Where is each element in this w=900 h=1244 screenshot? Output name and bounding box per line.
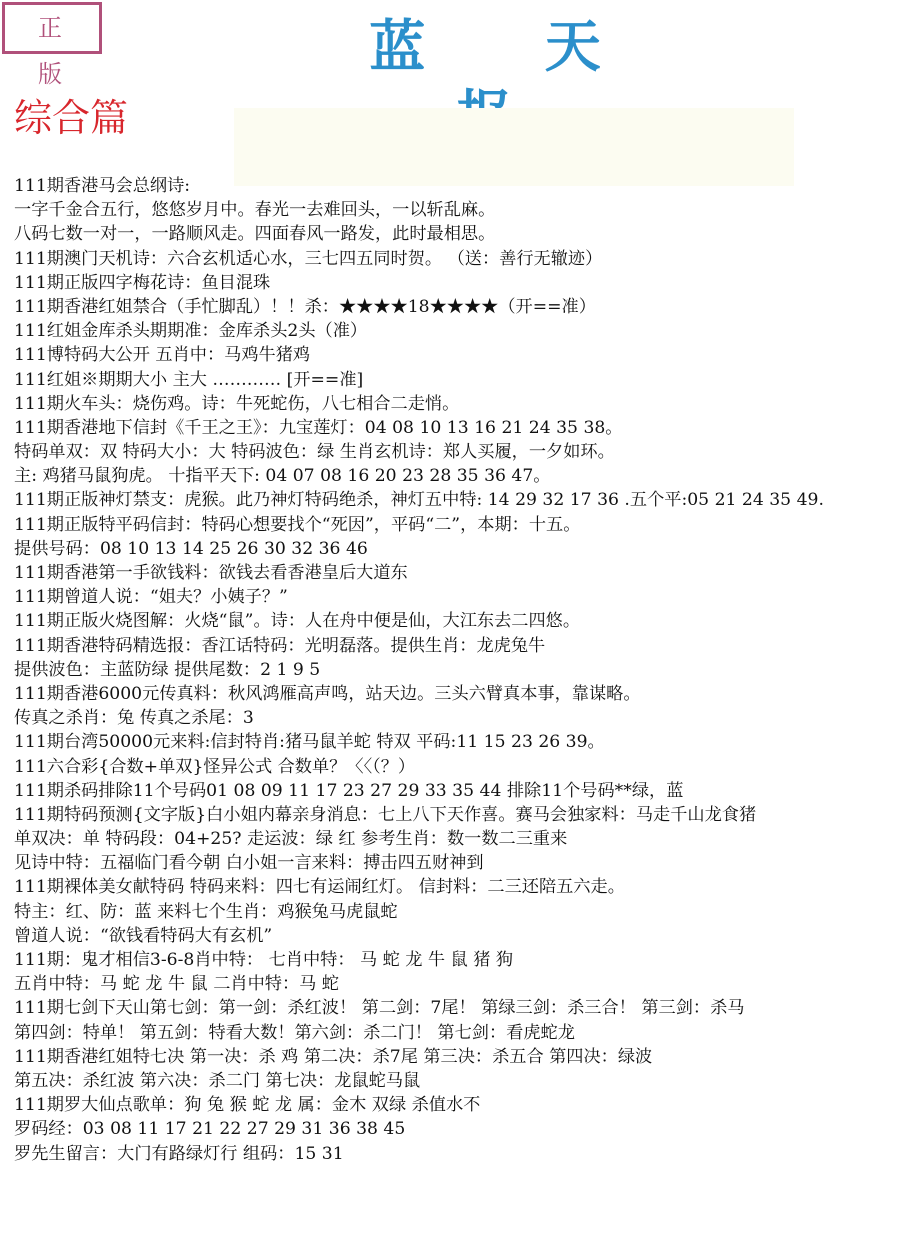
text-line: 111期正版特平码信封：特码心想要找个“死因”，平码“二”，本期：十五。 (14, 514, 581, 535)
text-line: 111期香港马会总纲诗: (14, 176, 191, 196)
text-line: 111期香港红姐禁合（手忙脚乱）！！杀：★★★★18★★★★（开==准） (14, 296, 596, 317)
text-line: 主: 鸡猪马鼠狗虎。 十指平天下: 04 07 08 16 20 23 28 35 36 47。 (14, 466, 551, 487)
article-body (14, 174, 894, 1166)
text-line: 罗先生留言：大门有路绿灯行 组码：15 31 (14, 1143, 344, 1164)
text-line: 111期香港红姐特七决 第一决：杀 鸡 第二决：杀7尾 第三决：杀五合 第四决：绿波 (14, 1046, 653, 1067)
text-line: 111红姐※期期大小 主大 ………… [开==准] (14, 369, 364, 390)
text-line: 111期特码预测{文字版}白小姐内幕亲身消息：七上八下天作喜。赛马会独家料：马走千山龙食猪 (14, 804, 757, 825)
text-line: 罗码经：03 08 11 17 21 22 27 29 31 36 38 45 (14, 1119, 406, 1140)
text-line: 传真之杀肖：兔 传真之杀尾：3 (14, 708, 254, 729)
text-line: 111期香港第一手欲钱料：欲钱去看香港皇后大道东 (14, 563, 408, 583)
text-line: 111期：鬼才相信3-6-8肖中特： 七肖中特： 马 蛇 龙 牛 鼠 猪 狗 (14, 950, 514, 970)
text-line: 五肖中特：马 蛇 龙 牛 鼠 二肖中特：马 蛇 (14, 974, 339, 995)
text-line: 111期香港地下信封《千王之王》：九宝莲灯：04 08 10 13 16 21 24 35 38。 (14, 417, 623, 438)
text-line: 八码七数一对一，一路顺风走。四面春风一路发，此时最相思。 (14, 224, 496, 245)
text-line: 111期香港6000元传真料：秋风鸿雁高声鸣，站天边。三头六臂真本事，靠谋略。 (14, 683, 641, 704)
text-line: 111期澳门天机诗：六合玄机适心水，三七四五同时贺。 （送：善行无辙迹） (14, 248, 603, 269)
text-line: 111期香港特码精选报：香江话特码：光明磊落。提供生肖：龙虎兔牛 (14, 635, 546, 656)
text-line: 提供号码：08 10 13 14 25 26 30 32 36 46 (14, 538, 368, 559)
text-line: 一字千金合五行，悠悠岁月中。春光一去难回头，一以斩乱麻。 (14, 200, 496, 221)
text-line: 特主：红、防：蓝 来料七个生肖：鸡猴兔马虎鼠蛇 (14, 901, 398, 922)
text-line: 111期罗大仙点歌单：狗 兔 猴 蛇 龙 属：金木 双绿 杀值水不 (14, 1095, 481, 1116)
text-line: 见诗中特：五福临门看今朝 白小姐一言来料：搏击四五财神到 (14, 853, 484, 874)
text-line: 单双决：单 特码段：04+25? 走运波：绿 红 参考生肖：数一数二三重来 (14, 829, 568, 850)
text-line: 111期曾道人说：“姐夫？小姨子？” (14, 587, 288, 608)
text-line: 111期杀码排除11个号码01 08 09 11 17 23 27 29 33 35 44 排除11个号码**绿，蓝 (14, 780, 684, 801)
text-line: 111期正版神灯禁支：虎猴。此乃神灯特码绝杀，神灯五中特: 14 29 32 17 36 .五个平:05 21 24 35 49. (14, 490, 824, 511)
section-title: 综合篇 (14, 96, 129, 140)
text-line: 111红姐金库杀头期期准：金库杀头2头（准） (14, 321, 368, 342)
text-line: 111期裸体美女献特码 特码来料：四七有运闹红灯。 信封料：二三还陪五六走。 (14, 877, 625, 898)
newspaper-title: 蓝 天 (369, 14, 651, 80)
text-line: 第四剑：特单！ 第五剑：特看大数！第六剑：杀二门！ 第七剑：看虎蛇龙 (14, 1022, 575, 1043)
text-line: 111期正版火烧图解：火烧“鼠”。诗：人在舟中便是仙，大江东去二四悠。 (14, 611, 581, 632)
text-line: 特码单双：双 特码大小：大 特码波色：绿 生肖玄机诗：郑人买履，一夕如环。 (14, 442, 615, 463)
text-line: 111期台湾50000元来料:信封特肖:猪马鼠羊蛇 特双 平码:11 15 23 26 39。 (14, 732, 605, 753)
text-line: 111期七剑下天山第七剑：第一剑：杀红波！ 第二剑：7尾！ 第绿三剑：杀三合！ 第三剑：杀马 (14, 998, 745, 1019)
text-line: 提供波色：主蓝防绿 提供尾数：2 1 9 5 (14, 659, 321, 680)
text-line: 111六合彩{合数+单双}怪异公式 合数单？〈〈（？） (14, 756, 416, 777)
text-line: 第五决：杀红波 第六决：杀二门 第七决：龙鼠蛇马鼠 (14, 1070, 421, 1091)
genuine-edition-badge: 正 版 (2, 2, 102, 54)
text-line: 111期火车头：烧伤鸡。诗：牛死蛇伤，八七相合二走悄。 (14, 393, 460, 414)
text-line: 111期正版四字梅花诗：鱼目混珠 (14, 272, 271, 293)
text-line: 曾道人说：“欲钱看特码大有玄机” (14, 925, 273, 946)
text-line: 111博特码大公开 五肖中：马鸡牛猪鸡 (14, 345, 311, 366)
